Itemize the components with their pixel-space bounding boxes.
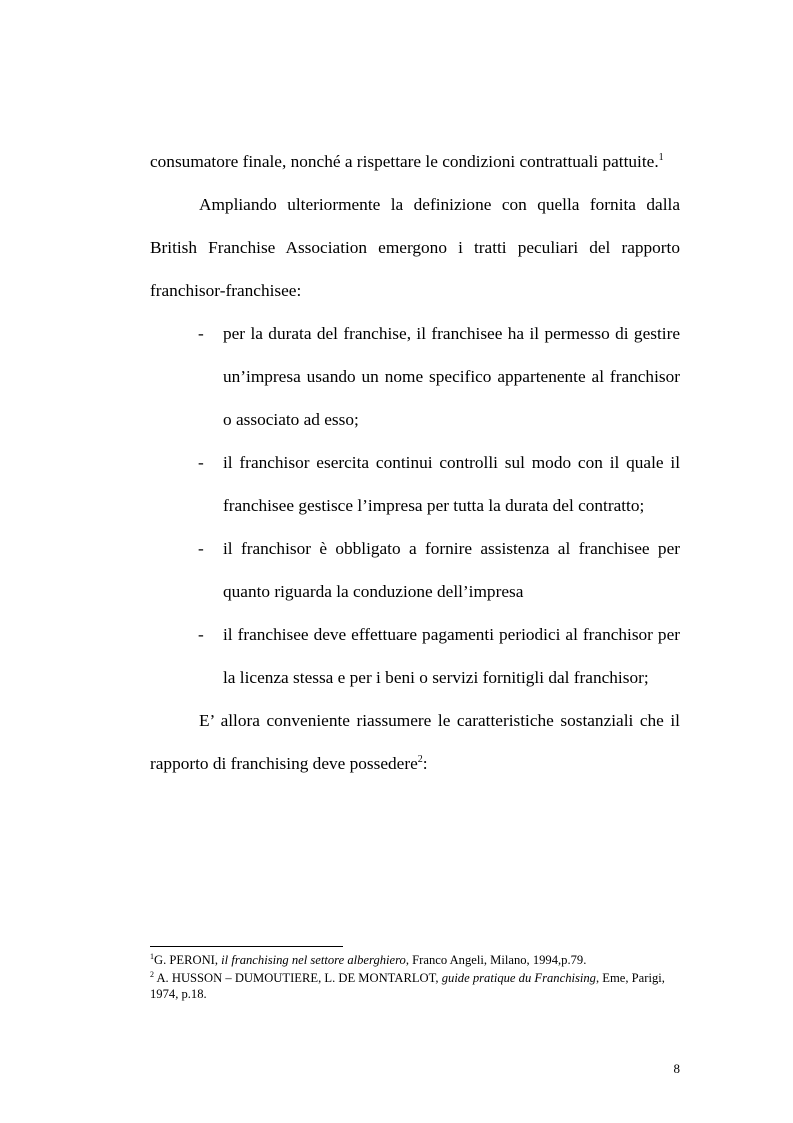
list-dash: - — [198, 625, 204, 644]
page-number: 8 — [673, 1061, 680, 1076]
paragraph-3-tail: : — [422, 754, 428, 773]
list-item-text: il franchisee deve effettuare pagamenti periodici al franchisor per la licenza stessa e per i beni o servizi fornitigli dal franchisor; — [223, 625, 680, 687]
footnote-ref-2: 2 — [417, 754, 423, 765]
paragraph-2-text: Ampliando ulteriormente la definizione con quella fornita dalla British Franchise Association emergono i tratti peculiari del rapporto franchisor-franchisee: — [150, 195, 680, 300]
footnotes — [150, 952, 680, 1004]
list-item-text: il franchisor è obbligato a fornire assistenza al franchisee per quanto riguarda la conduzione dell’impresa — [223, 539, 680, 601]
list-item — [150, 441, 680, 527]
paragraph-2 — [150, 183, 680, 312]
footnote-1 — [150, 952, 680, 968]
footnote-2 — [150, 970, 680, 1002]
footnote-ref-1: 1 — [658, 152, 664, 163]
definition-list — [150, 312, 680, 699]
list-dash: - — [198, 539, 204, 558]
footnote-separator — [150, 946, 343, 947]
paragraph-3-text: E’ allora conveniente riassumere le caratteristiche sostanziali che il rapporto di franchising deve possedere — [150, 711, 680, 773]
footnote-mark: 2 — [150, 970, 154, 979]
body-text — [150, 140, 680, 785]
list-item-text: per la durata del franchise, il franchisee ha il permesso di gestire un’impresa usando un nome specifico appartenente al franchisor o associato ad esso; — [223, 324, 680, 429]
list-item — [150, 312, 680, 441]
list-item — [150, 613, 680, 699]
list-dash: - — [198, 453, 204, 472]
paragraph-1-text: consumatore finale, nonché a rispettare le condizioni contrattuali pattuite. — [150, 152, 659, 171]
list-dash: - — [198, 324, 204, 343]
footnote-publisher: , Eme, Parigi, 1974, p.18. — [150, 971, 665, 1001]
footnote-author: A. HUSSON – DUMOUTIERE, L. DE MONTARLOT, — [154, 971, 442, 985]
footnote-publisher: , Franco Angeli, Milano, 1994,p.79. — [405, 953, 587, 967]
footnote-author: G. PERONI, — [154, 953, 222, 967]
paragraph-3 — [150, 699, 680, 785]
footnote-title: guide pratique du Franchising — [441, 971, 596, 985]
footnote-title: il franchising nel settore alberghiero — [221, 953, 406, 967]
list-item-text: il franchisor esercita continui controlli sul modo con il quale il franchisee gestisce l’impresa per tutta la durata del contratto; — [223, 453, 680, 515]
footnote-mark: 1 — [150, 952, 154, 961]
paragraph-1 — [150, 140, 680, 183]
list-item — [150, 527, 680, 613]
